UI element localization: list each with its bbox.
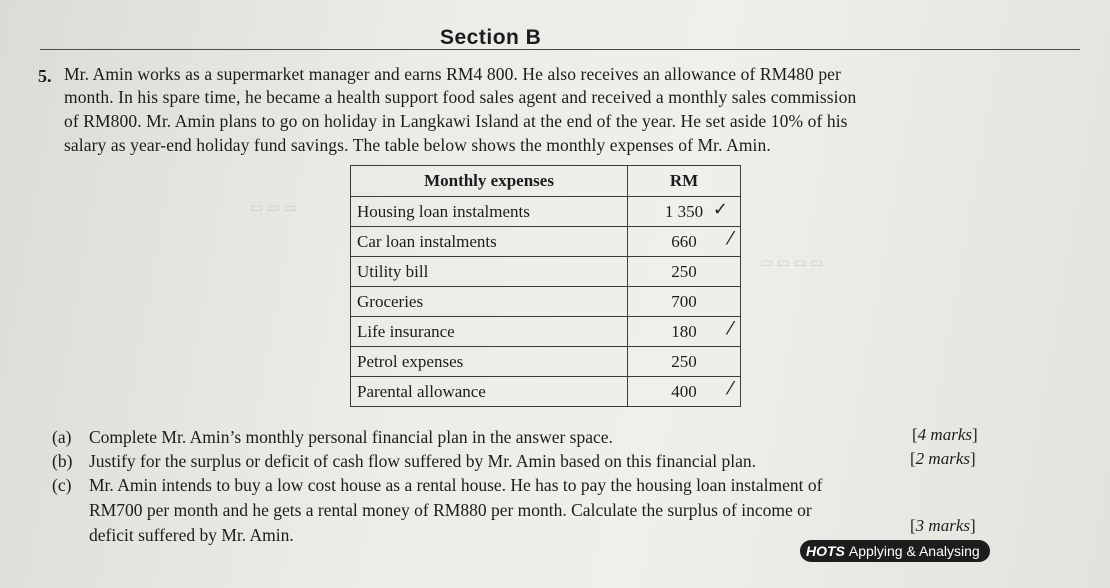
table-row: [351, 287, 741, 317]
expense-item: Petrol expenses: [351, 347, 628, 377]
hots-text: Applying & Analysing: [848, 543, 980, 559]
expense-item: Utility bill: [351, 257, 628, 287]
amount-value: 660: [671, 231, 697, 251]
part-c-marks: [910, 516, 976, 536]
header-monthly-expenses: Monthly expenses: [351, 166, 628, 197]
part-b-marks: [910, 449, 976, 469]
part-c-line-3: deficit suffered by Mr. Amin.: [89, 525, 294, 545]
question-line-3: of RM800. Mr. Amin plans to go on holiday in Langkawi Island at the end of the year. He set aside 10% of his: [64, 111, 848, 131]
bleed-through-decoration-2: ▭ ▭ ▭ ▭: [760, 256, 824, 271]
amount-value: 1 350: [664, 201, 704, 221]
check-mark-icon: ⁄: [728, 318, 732, 339]
expense-amount: [628, 197, 741, 227]
amount-value: 250: [671, 351, 697, 371]
amount-value: 400: [671, 381, 697, 401]
check-mark-icon: ⁄: [728, 228, 732, 249]
table-row: [351, 377, 741, 407]
bracket-open: [: [912, 425, 918, 444]
question-line-2: month. In his spare time, he became a health support food sales agent and received a monthly sales commission: [64, 87, 857, 107]
monthly-expenses-table: [350, 165, 741, 407]
marks-value: 3 marks: [915, 516, 970, 535]
table-header-row: [351, 166, 741, 197]
marks-value: 4 marks: [917, 425, 972, 444]
expense-amount: [628, 287, 741, 317]
table-row: [351, 257, 741, 287]
expense-amount: [628, 227, 741, 257]
header-divider: [40, 49, 1080, 50]
table-row: [351, 197, 741, 227]
bracket-close: ]: [969, 449, 976, 468]
part-a-marks: [912, 425, 978, 445]
amount-value: 700: [671, 291, 697, 311]
table-row: [351, 347, 741, 377]
table-row: [351, 227, 741, 257]
question-line-1: Mr. Amin works as a supermarket manager and earns RM4 800. He also receives an allowance of RM480 per: [64, 64, 841, 84]
section-title: Section B: [440, 26, 542, 49]
hots-badge: [800, 540, 990, 562]
bracket-close: ]: [971, 425, 978, 444]
expense-item: Parental allowance: [351, 377, 628, 407]
header-rm: RM: [628, 166, 741, 197]
bracket-close: ]: [969, 516, 976, 535]
marks-value: 2 marks: [915, 449, 970, 468]
bracket-open: [: [910, 516, 916, 535]
check-mark-icon: ✓: [712, 199, 728, 220]
part-c-line-1: Mr. Amin intends to buy a low cost house as a rental house. He has to pay the housing loan instalment of: [89, 475, 823, 495]
check-mark-icon: ⁄: [728, 378, 732, 399]
part-b-text: Justify for the surplus or deficit of cash flow suffered by Mr. Amin based on this financial plan.: [89, 451, 756, 471]
hots-label: HOTS: [806, 543, 845, 559]
expense-amount: [628, 347, 741, 377]
expense-item: Groceries: [351, 287, 628, 317]
amount-value: 250: [671, 261, 697, 281]
part-b-label: (b): [52, 451, 73, 471]
bleed-through-decoration: ▭ ▭ ▭: [250, 201, 297, 216]
question-line-4: salary as year-end holiday fund savings. The table below shows the monthly expenses of Mr. Amin.: [64, 135, 771, 155]
part-c-label: (c): [52, 475, 72, 495]
table-row: [351, 317, 741, 347]
expense-item: Car loan instalments: [351, 227, 628, 257]
expense-amount: [628, 257, 741, 287]
expense-item: Housing loan instalments: [351, 197, 628, 227]
question-number: 5.: [38, 66, 52, 86]
part-a-label: (a): [52, 427, 72, 447]
part-a-text: Complete Mr. Amin’s monthly personal financial plan in the answer space.: [89, 427, 613, 447]
bracket-open: [: [910, 449, 916, 468]
expense-amount: [628, 317, 741, 347]
part-c-line-2: RM700 per month and he gets a rental money of RM880 per month. Calculate the surplus of income or: [89, 500, 812, 520]
expense-amount: [628, 377, 741, 407]
expense-item: Life insurance: [351, 317, 628, 347]
amount-value: 180: [671, 321, 697, 341]
